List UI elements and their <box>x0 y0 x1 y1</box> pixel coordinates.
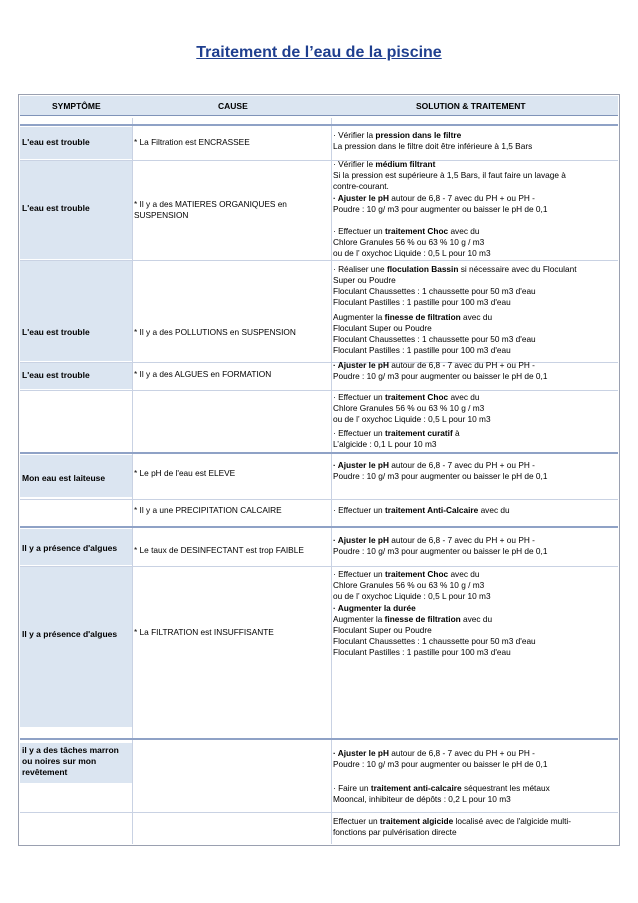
solution-text: · Effectuer un <box>333 392 385 402</box>
solution-line <box>333 783 617 794</box>
symptom-text: L'eau est trouble <box>22 327 90 337</box>
cause-text: * Il y a des ALGUES en FORMATION <box>134 369 272 379</box>
cause-text: * La FILTRATION est INSUFFISANTE <box>134 627 274 637</box>
cause-text: * Le taux de DESINFECTANT est trop FAIBLE <box>134 545 304 555</box>
cause-text: * La Filtration est ENCRASSEE <box>134 137 250 147</box>
solution-line: Poudre : 10 g/ m3 pour augmenter ou baisser le pH de 0,1 <box>333 471 548 481</box>
solution-emphasis: finesse de filtration <box>384 312 461 322</box>
solution-text: autour de 6,8 - 7 avec du PH + ou PH - <box>388 748 535 758</box>
solution-text: localisé avec de l'algicide multi- <box>453 816 572 826</box>
solution-line: fonctions par pulvérisation directe <box>333 827 457 837</box>
symptom-text: Il y a présence d'algues <box>22 543 118 553</box>
solution-line: ou de l’ oxychoc Liquide : 0,5 L pour 10 m3 <box>333 591 491 601</box>
solution-emphasis: traitement Choc <box>384 226 449 236</box>
solution-line <box>333 312 617 323</box>
solution-line: contre-courant. <box>333 181 389 191</box>
solution-line: Chlore Granules 56 % ou 63 % 10 g / m3 <box>333 237 485 247</box>
symptom-cell <box>20 127 132 159</box>
solution-line: Si la pression est supérieure à 1,5 Bars, il faut faire un lavage à <box>333 170 566 180</box>
cause-text: * Le pH de l'eau est ELEVE <box>134 468 236 478</box>
symptom-text: revêtement <box>22 767 68 777</box>
solution-line: Chlore Granules 56 % ou 63 % 10 g / m3 <box>333 580 485 590</box>
solution-text: · Effectuer un <box>333 505 385 515</box>
solution-line <box>333 360 617 371</box>
solution-text: autour de 6,8 - 7 avec du PH + ou PH - <box>388 535 535 545</box>
solution-text: avec du <box>448 226 480 236</box>
solution-emphasis: pression dans le filtre <box>375 130 462 140</box>
section-separator <box>20 738 618 740</box>
solution-line <box>333 428 617 439</box>
row-divider <box>20 390 618 391</box>
cause-text: * Il y a des MATIERES ORGANIQUES en <box>134 199 287 209</box>
table-header <box>20 96 618 116</box>
symptom-text: L'eau est trouble <box>22 370 90 380</box>
solution-emphasis: · Ajuster le pH <box>333 535 389 545</box>
solution-line <box>333 569 617 580</box>
solution-text: Augmenter la <box>333 614 385 624</box>
column-divider <box>331 118 332 844</box>
section-separator <box>20 526 618 528</box>
symptom-cell <box>20 529 132 565</box>
symptom-text: L'eau est trouble <box>22 137 90 147</box>
solution-text: si nécessaire avec du Floculant <box>458 264 577 274</box>
solution-emphasis: traitement Choc <box>384 392 449 402</box>
solution-text: autour de 6,8 - 7 avec du PH + ou PH - <box>388 460 535 470</box>
solution-text: à <box>452 428 460 438</box>
solution-line <box>333 392 617 403</box>
symptom-text: L'eau est trouble <box>22 203 90 213</box>
cause-text: SUSPENSION <box>134 210 189 220</box>
solution-emphasis: médium filtrant <box>375 159 436 169</box>
symptom-text: il y a des tâches marron <box>22 745 119 755</box>
solution-emphasis: · Augmenter la durée <box>333 603 416 613</box>
row-divider <box>20 812 618 813</box>
solution-line: Floculant Super ou Poudre <box>333 625 432 635</box>
solution-line: Floculant Chaussettes : 1 chaussette pour 50 m3 d'eau <box>333 286 536 296</box>
solution-emphasis: finesse de filtration <box>384 614 461 624</box>
solution-line <box>333 505 617 516</box>
solution-line <box>333 460 617 471</box>
solution-line: Floculant Pastilles : 1 pastille pour 100 m3 d'eau <box>333 345 511 355</box>
solution-emphasis: traitement Anti-Calcaire <box>384 505 479 515</box>
solution-line: Floculant Pastilles : 1 pastille pour 100 m3 d'eau <box>333 297 511 307</box>
solution-text: Augmenter la <box>333 312 385 322</box>
symptom-text: Il y a présence d'algues <box>22 629 118 639</box>
solution-text: · Faire un <box>333 783 371 793</box>
solution-line <box>333 614 617 625</box>
solution-line <box>333 159 617 170</box>
solution-emphasis: · Ajuster le pH <box>333 460 389 470</box>
solution-emphasis: · Ajuster le pH <box>333 193 389 203</box>
solution-line <box>333 193 617 204</box>
solution-emphasis: traitement algicide <box>379 816 454 826</box>
solution-line: L’algicide : 0,1 L pour 10 m3 <box>333 439 437 449</box>
symptom-cell <box>20 567 132 727</box>
solution-line: Poudre : 10 g/ m3 pour augmenter ou baisser le pH de 0,1 <box>333 371 548 381</box>
symptom-text: Mon eau est laiteuse <box>22 473 106 483</box>
row-divider <box>20 260 618 261</box>
header-symptom: SYMPTÔME <box>52 101 101 111</box>
solution-text: avec du <box>460 312 493 322</box>
solution-line: Chlore Granules 56 % ou 63 % 10 g / m3 <box>333 403 485 413</box>
solution-emphasis: · Ajuster le pH <box>333 360 389 370</box>
symptom-cell <box>20 455 132 497</box>
solution-text: · Vérifier le <box>333 159 376 169</box>
solution-text: avec du <box>448 392 480 402</box>
solution-emphasis: · Ajuster le pH <box>333 748 389 758</box>
solution-line: Floculant Chaussettes : 1 chaussette pour 50 m3 d'eau <box>333 334 536 344</box>
symptom-cell <box>20 363 132 389</box>
solution-emphasis: floculation Bassin <box>386 264 459 274</box>
solution-line: Floculant Chaussettes : 1 chaussette pour 50 m3 d'eau <box>333 636 536 646</box>
solution-line: ou de l’ oxychoc Liquide : 0,5 L pour 10 m3 <box>333 248 491 258</box>
solution-emphasis: traitement anti-calcaire <box>370 783 462 793</box>
solution-line: Poudre : 10 g/ m3 pour augmenter ou baisser le pH de 0,1 <box>333 546 548 556</box>
row-divider <box>20 499 618 500</box>
solution-line <box>333 816 617 827</box>
symptom-cell <box>20 743 132 783</box>
row-divider <box>20 566 618 567</box>
solution-text: autour de 6,8 - 7 avec du PH + ou PH - <box>388 360 535 370</box>
solution-line <box>333 264 617 275</box>
solution-emphasis: traitement curatif <box>384 428 453 438</box>
solution-line <box>333 226 617 237</box>
section-separator <box>20 452 618 454</box>
solution-text: autour de 6,8 - 7 avec du PH + ou PH - <box>388 193 535 203</box>
solution-text: · Effectuer un <box>333 226 385 236</box>
solution-line: Poudre : 10 g/ m3 pour augmenter ou baisser le pH de 0,1 <box>333 204 548 214</box>
solution-text: avec du <box>460 614 493 624</box>
cause-text: * Il y a des POLLUTIONS en SUSPENSION <box>134 327 296 337</box>
solution-line <box>333 603 617 614</box>
solution-line: Poudre : 10 g/ m3 pour augmenter ou baisser le pH de 0,1 <box>333 759 548 769</box>
solution-line: ou de l’ oxychoc Liquide : 0,5 L pour 10 m3 <box>333 414 491 424</box>
solution-line: Super ou Poudre <box>333 275 396 285</box>
section-separator <box>20 124 618 126</box>
solution-text: Effectuer un <box>333 816 380 826</box>
header-cause: CAUSE <box>218 101 248 111</box>
column-divider <box>132 118 133 844</box>
solution-text: · Effectuer un <box>333 428 385 438</box>
symptom-cell <box>20 161 132 259</box>
cause-text: * Il y a une PRECIPITATION CALCAIRE <box>134 505 282 515</box>
solution-line: Mooncal, inhibiteur de dépôts : 0,2 L pour 10 m3 <box>333 794 511 804</box>
solution-line: La pression dans le filtre doit être inférieure à 1,5 Bars <box>333 141 533 151</box>
solution-emphasis: traitement Choc <box>384 569 449 579</box>
header-solution: SOLUTION & TRAITEMENT <box>416 101 526 111</box>
solution-line: Floculant Pastilles : 1 pastille pour 100 m3 d'eau <box>333 647 511 657</box>
solution-line <box>333 748 617 759</box>
solution-text: · Vérifier la <box>333 130 376 140</box>
page-title: Traitement de l’eau de la piscine <box>196 44 442 61</box>
solution-line <box>333 130 617 141</box>
solution-text: avec du <box>448 569 480 579</box>
symptom-text: ou noires sur mon <box>22 756 97 766</box>
solution-text: avec du <box>478 505 510 515</box>
solution-line <box>333 535 617 546</box>
solution-text: séquestrant les métaux <box>461 783 550 793</box>
solution-text: · Effectuer un <box>333 569 385 579</box>
solution-line: Floculant Super ou Poudre <box>333 323 432 333</box>
solution-text: · Réaliser une <box>333 264 387 274</box>
symptom-cell <box>20 261 132 361</box>
